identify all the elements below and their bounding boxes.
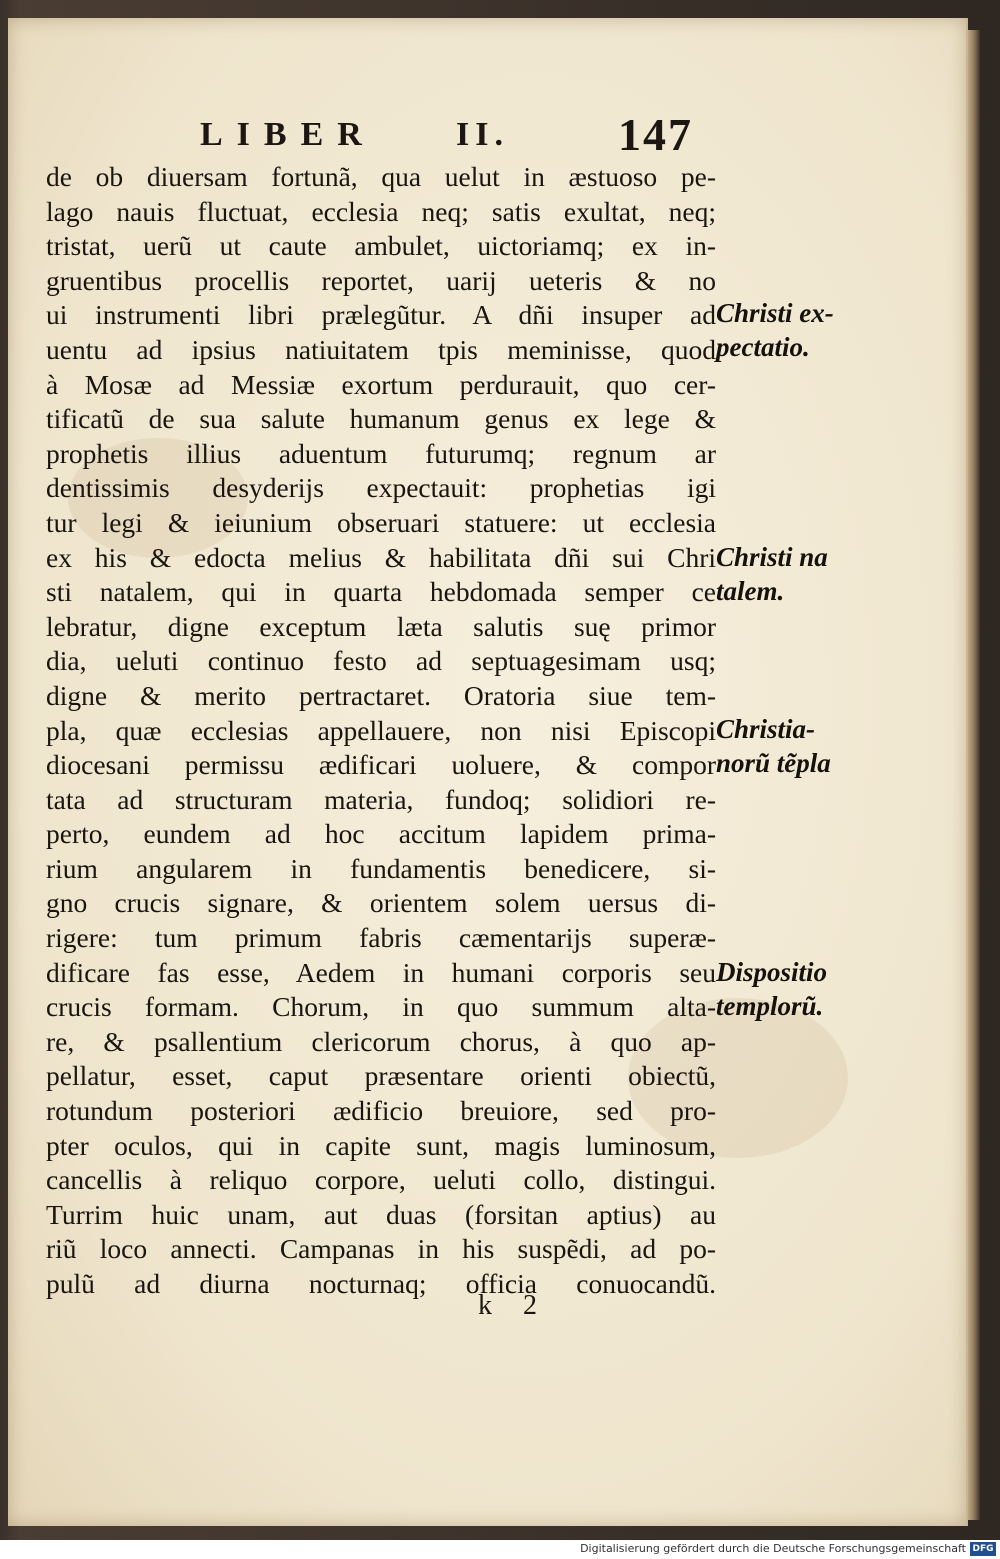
text-line: gno crucis signare, & orientem solem uersus di-: [46, 887, 716, 919]
marginal-note-christi-expectatio: [716, 296, 834, 364]
text-line: Turrim huic unam, aut duas (forsitan aptius) au: [46, 1198, 716, 1230]
text-line: diocesani permissu ædificari uoluere, & compor: [46, 749, 716, 781]
text-line: pla, quæ ecclesias appellauere, non nisi Episcopi: [46, 714, 716, 746]
marginal-note-line: Christi na: [716, 542, 828, 572]
text-line: tristat, uerũ ut caute ambulet, uictoriamq; ex in-: [46, 230, 716, 262]
text-line: rotundum posteriori ædificio breuiore, sed pro-: [46, 1095, 716, 1127]
marginal-note-christi-natalem: [716, 540, 828, 608]
running-head: LIBER: [200, 116, 376, 153]
marginal-note-line: pectatio.: [716, 332, 810, 362]
text-line: digne & merito pertractaret. Oratoria siue tem-: [46, 679, 716, 711]
text-line: gruentibus procellis reportet, uarij ueteris & no: [46, 264, 716, 296]
marginal-note-line: templorũ.: [716, 991, 824, 1021]
marginal-note-line: Christia-: [716, 714, 816, 744]
text-line: tificatũ de sua salute humanum genus ex lege &: [46, 403, 716, 435]
text-line: sti natalem, qui in quarta hebdomada semper ce: [46, 576, 716, 608]
marginal-note-line: Dispositio: [716, 957, 828, 987]
page-edge: [966, 30, 980, 1520]
footer-strip: [0, 1540, 1000, 1559]
page-header: [148, 109, 728, 162]
text-line: lebratur, digne exceptum læta salutis suę primor: [46, 610, 716, 642]
text-line: ui instrumenti libri prælegũtur. A dñi insuper ad: [46, 299, 716, 331]
funding-credit: Digitalisierung gefördert durch die Deutsche Forschungsgemeinschaft: [580, 1542, 966, 1555]
text-line: cancellis à reliquo corpore, ueluti collo, distingui.: [46, 1164, 716, 1196]
marginal-note-line: talem.: [716, 576, 785, 606]
text-line: rium angularem in fundamentis benedicere, si-: [46, 852, 716, 884]
text-line: dificare fas esse, Aedem in humani corporis seu: [46, 956, 716, 988]
text-line: tur legi & ieiunium obseruari statuere: ut ecclesia: [46, 506, 716, 538]
marginal-note-line: Christi ex-: [716, 298, 834, 328]
text-line: perto, eundem ad hoc accitum lapidem prima-: [46, 818, 716, 850]
signature-mark: k 2: [478, 1290, 549, 1321]
text-line: rigere: tum primum fabris cæmentarijs superæ-: [46, 922, 716, 954]
marginal-note-dispositio-templorum: [716, 955, 827, 1023]
marginal-note-christianorum-templa: [716, 712, 831, 780]
dfg-logo: DFG: [970, 1542, 996, 1556]
folio-number: 147: [618, 109, 693, 160]
body-text: [46, 160, 716, 1302]
text-line: pter oculos, qui in capite sunt, magis luminosum,: [46, 1129, 716, 1161]
text-line: prophetis illius aduentum futurumq; regnum ar: [46, 437, 716, 469]
text-line: pulũ ad diurna nocturnaq; officia conuocandũ.: [46, 1268, 716, 1299]
text-line: ex his & edocta melius & habilitata dñi sui Chri: [46, 541, 716, 573]
text-line: re, & psallentium clericorum chorus, à quo ap-: [46, 1025, 716, 1057]
text-line: crucis formam. Chorum, in quo summum alta-: [46, 991, 716, 1023]
text-line: uentu ad ipsius natiuitatem tpis meminisse, quod: [46, 333, 716, 365]
text-line: à Mosæ ad Messiæ exortum perdurauit, quo cer-: [46, 368, 716, 400]
text-line: riũ loco annecti. Campanas in his suspẽdi, ad po-: [46, 1233, 716, 1265]
text-line: de ob diuersam fortunã, qua uelut in æstuoso pe-: [46, 161, 716, 192]
text-line: pellatur, esset, caput præsentare orienti obiectũ,: [46, 1060, 716, 1092]
text-line: lago nauis fluctuat, ecclesia neq; satis exultat, neq;: [46, 195, 716, 227]
book-number: II.: [456, 116, 509, 153]
text-line: dentissimis desyderijs expectauit: prophetias igi: [46, 472, 716, 504]
marginal-note-line: norũ tẽpla: [716, 748, 831, 778]
text-line: tata ad structuram materia, fundoq; solidiori re-: [46, 783, 716, 815]
text-line: dia, ueluti continuo festo ad septuagesimam usq;: [46, 645, 716, 677]
